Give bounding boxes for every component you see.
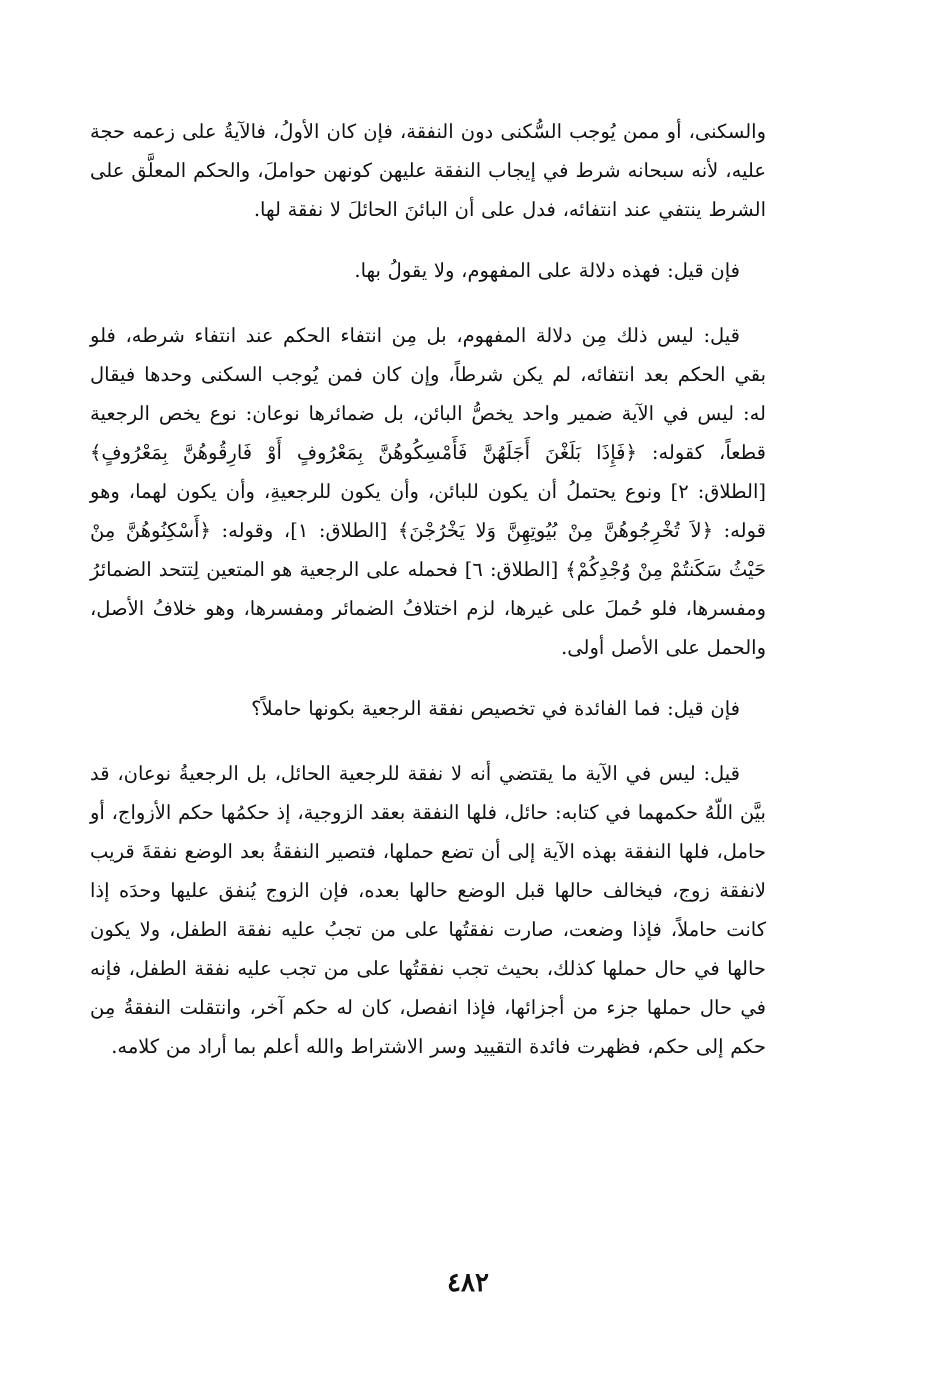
paragraph-objection-mafhum: فإن قيل: فهذه دلالة على المفهوم، ولا يقولُ بها. xyxy=(354,259,740,282)
paragraph-objection-benefit: فإن قيل: فما الفائدة في تخصيص نفقة الرجعية بكونها حاملاً؟ xyxy=(251,697,740,720)
paragraph-reply-pronouns: قيل: ليس ذلك مِن دلالة المفهوم، بل مِن انتفاء الحكم عند انتفاء شرطه، فلو بقي الحكم بعد انتفائه، لم يكن شرطاً، وإن كان فمن يُوجب السكنى وحدها فيقال له: ليس في الآية ضمير واحد يخصُّ البائن، بل ضمائرها نوعان: نوع يخص الرجعية قطعاً، كقوله: ﴿فَإِذَا بَلَغْنَ أَجَلَهُنَّ فَأَمْسِكُوهُنَّ بِمَعْرُوفٍ أَوْ فَارِقُوهُنَّ بِمَعْرُوفٍ﴾ [الطلاق: ٢] ونوع يحتملُ أن يكون للبائن، وأن يكون للرجعيةِ، وأن يكون لهما، وهو قوله: ﴿لاَ تُخْرِجُوهُنَّ مِنْ بُيُوتِهِنَّ وَلا يَخْرُجْنَ﴾ [الطلاق: ١]، وقوله: ﴿أَسْكِنُوهُنَّ مِنْ حَيْثُ سَكَنتُمْ مِنْ وُجْدِكُمْ﴾ [الطلاق: ٦] فحمله على الرجعية هو المتعين لِتتحد الضمائرُ ومفسرها، فلو حُملَ على غيرها، لزم اختلافُ الضمائر ومفسرها، وهو خلافُ الأصل، والحمل على الأصل أولى. xyxy=(90,324,766,659)
paragraph-reply-raj-iyya: قيل: ليس في الآية ما يقتضي أنه لا نفقة للرجعية الحائل، بل الرجعيةُ نوعان، قد بيَّن اللّهُ حكمهما في كتابه: حائل، فلها النفقة بعقد الزوجية، إذ حكمُها حكم الأزواج، أو حامل، فلها النفقة بهذه الآية إلى أن تضع حملها، فتصير النفقةُ بعد الوضع نفقةَ قريب لانفقة زوج، فيخالف حالها قبل الوضع حالها بعده، فإن الزوج يُنفق عليها وحدَه إذا كانت حاملاً، فإذا وضعت، صارت نفقتُها على من تجبُ عليه نفقة الطفل، ولا يكون حالها في حال حملها كذلك، بحيث تجب نفقتُها على من تجب عليه نفقة الطفل، فإنه في حال حملها جزء من أجزائها، فإذا انفصل، كان له حكم آخر، وانتقلت النفقةُ مِن حكم إلى حكم، فظهرت فائدة التقييد وسر الاشتراط والله أعلم بما أراد من كلامه. xyxy=(90,762,766,1058)
paragraph-continuation: والسكنى، أو ممن يُوجب السُّكنى دون النفقة، فإن كان الأولُ، فالآيةُ على زعمه حجة عليه، لأنه سبحانه شرط في إيجاب النفقة عليهن كونهن حواملَ، والحكم المعلَّق على الشرط ينتفي عند انتفائه، فدل على أن البائنَ الحائلَ لا نفقة لها. xyxy=(90,120,766,221)
page-number: ٤٨٢ xyxy=(447,1268,489,1298)
body-text xyxy=(90,112,766,1066)
